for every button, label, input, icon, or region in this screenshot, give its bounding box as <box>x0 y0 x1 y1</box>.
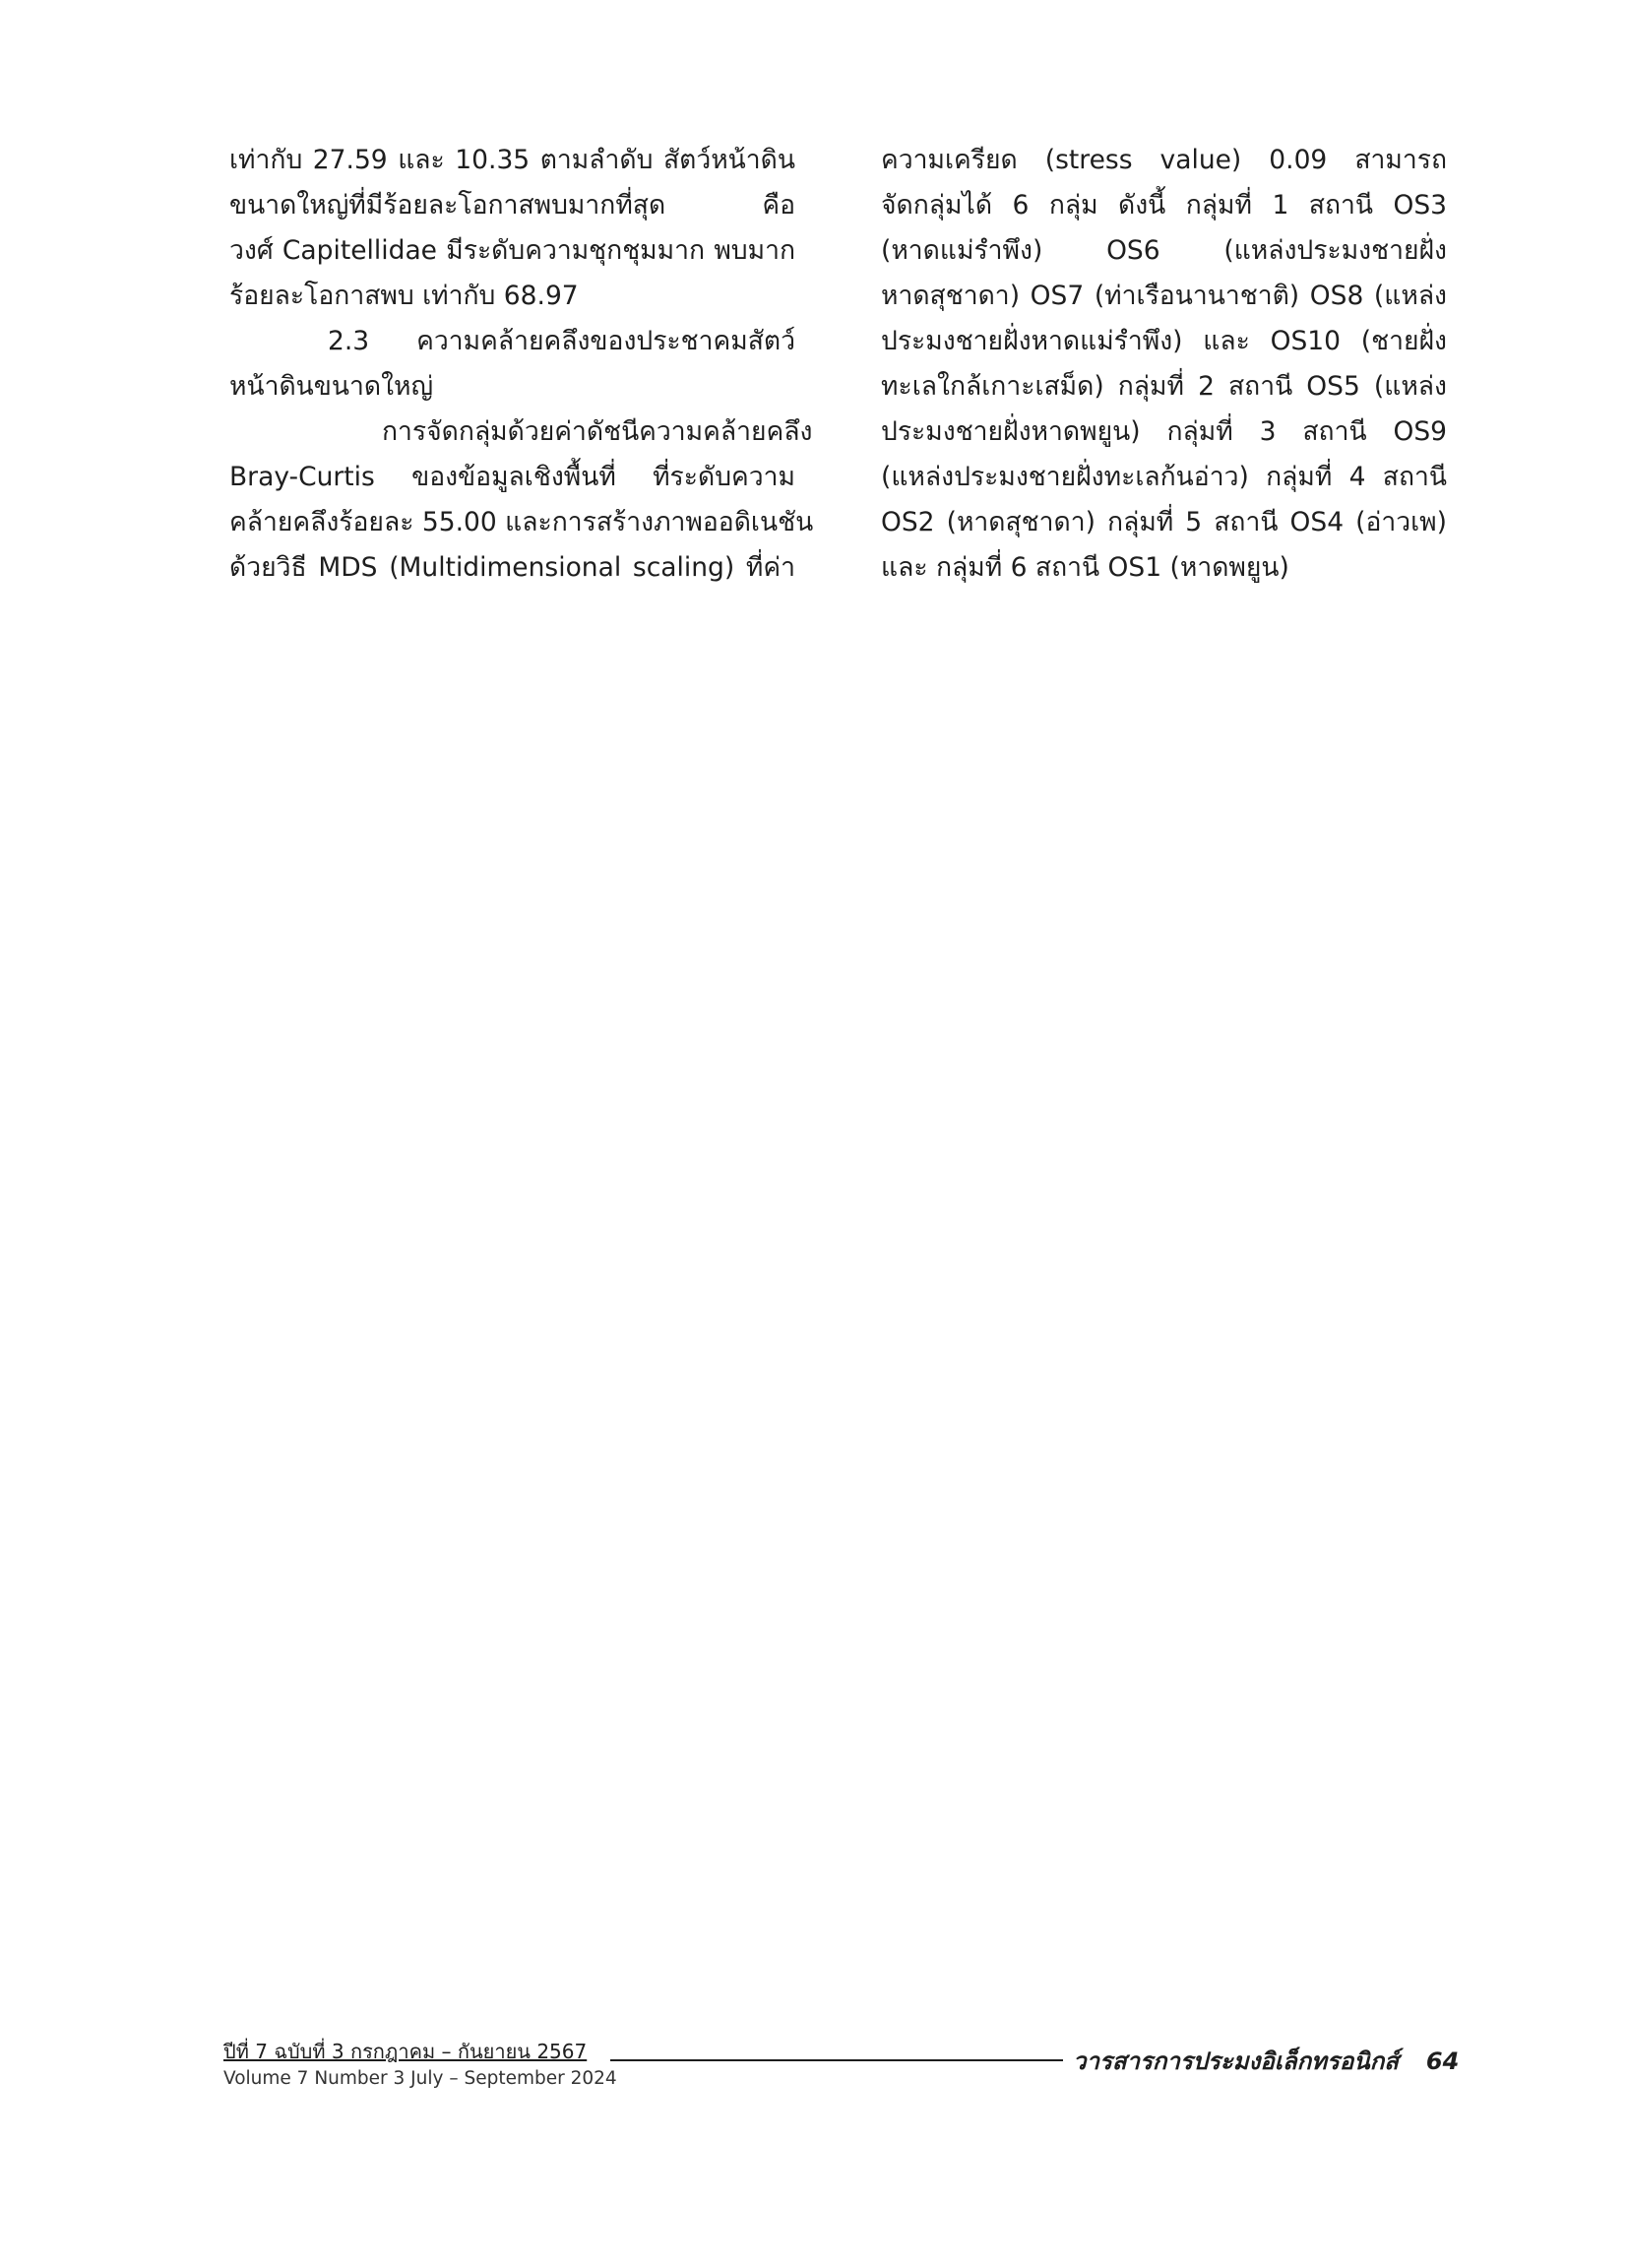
paragraph-line: คล้ายคลึงร้อยละ 55.00 และการสร้างภาพออดิเนชัน <box>229 507 814 537</box>
footer-journal <box>1073 2042 1459 2080</box>
paragraph-line: ประมงชายฝั่งหาดแม่รำพึง) และ OS10 (ชายฝั่ง <box>881 326 1447 356</box>
paragraph-line: ความเครียด (stress value) 0.09 สามารถ <box>881 145 1447 175</box>
paragraph-line: ร้อยละโอกาสพบ เท่ากับ 68.97 <box>229 281 579 311</box>
paragraph-line: ด้วยวิธี MDS (Multidimensional scaling) ที่ค่า <box>229 552 795 583</box>
page-number: 64 <box>1425 2048 1460 2075</box>
paragraph-line: ขนาดใหญ่ที่มีร้อยละโอกาสพบมากที่สุด คือ <box>229 190 795 220</box>
footer-divider <box>610 2059 1063 2061</box>
paragraph-line: การจัดกลุ่มด้วยค่าดัชนีความคล้ายคลึง <box>382 416 813 447</box>
section-heading-continued: หน้าดินขนาดใหญ่ <box>229 371 434 402</box>
paragraph-line: จัดกลุ่มได้ 6 กลุ่ม ดังนี้ กลุ่มที่ 1 สถานี OS3 <box>881 190 1447 220</box>
paragraph-line: เท่ากับ 27.59 และ 10.35 ตามลำดับ สัตว์หน้าดิน <box>229 145 795 175</box>
paragraph-line: (แหล่งประมงชายฝั่งทะเลก้นอ่าว) กลุ่มที่ 4 สถานี <box>881 462 1447 492</box>
right-text-column <box>881 138 1447 591</box>
paragraph-line: และ กลุ่มที่ 6 สถานี OS1 (หาดพยูน) <box>881 552 1289 583</box>
section-heading: 2.3 ความคล้ายคลึงของประชาคมสัตว์ <box>328 326 795 356</box>
footer-issue-info <box>223 2038 617 2093</box>
left-text-column <box>229 138 814 591</box>
footer-issue-english: Volume 7 Number 3 July – September 2024 <box>223 2068 617 2089</box>
paragraph-line: วงศ์ Capitellidae มีระดับความชุกชุมมาก พบมาก <box>229 235 795 266</box>
journal-name: วารสารการประมงอิเล็กทรอนิกส์ <box>1073 2048 1399 2075</box>
footer-issue-thai: ปีที่ 7 ฉบับที่ 3 กรกฎาคม – กันยายน 2567 <box>223 2040 588 2063</box>
paragraph-line: Bray-Curtis ของข้อมูลเชิงพื้นที่ ที่ระดับความ <box>229 462 795 492</box>
paragraph-line: ประมงชายฝั่งหาดพยูน) กลุ่มที่ 3 สถานี OS9 <box>881 416 1447 447</box>
paragraph-line: OS2 (หาดสุชาดา) กลุ่มที่ 5 สถานี OS4 (อ่าวเพ) <box>881 507 1447 537</box>
paragraph-line: หาดสุชาดา) OS7 (ท่าเรือนานาชาติ) OS8 (แหล่ง <box>881 281 1447 311</box>
paragraph-line: ทะเลใกล้เกาะเสม็ด) กลุ่มที่ 2 สถานี OS5 (แหล่ง <box>881 371 1447 402</box>
paragraph-line: (หาดแม่รำพึง) OS6 (แหล่งประมงชายฝั่ง <box>881 235 1447 266</box>
